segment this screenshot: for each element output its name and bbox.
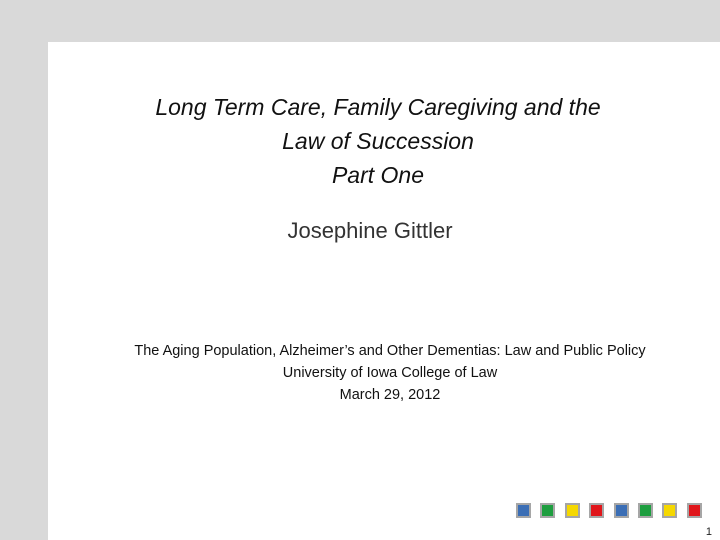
decorative-square bbox=[662, 503, 677, 518]
decorative-square bbox=[565, 503, 580, 518]
event-line-2: University of Iowa College of Law bbox=[282, 365, 498, 381]
event-info bbox=[48, 340, 720, 406]
decorative-square bbox=[540, 503, 555, 518]
slide bbox=[48, 42, 720, 540]
title-line-2: Law of Succession bbox=[282, 128, 474, 154]
event-line-1: The Aging Population, Alzheimer’s and Other Dementias: Law and Public Policy bbox=[134, 343, 646, 359]
title-line-1: Long Term Care, Family Caregiving and the bbox=[155, 94, 601, 120]
author-name: Josephine Gittler bbox=[287, 218, 453, 243]
slide-title bbox=[48, 90, 708, 192]
title-line-3: Part One bbox=[331, 162, 425, 188]
decorative-square bbox=[638, 503, 653, 518]
decorative-square bbox=[614, 503, 629, 518]
page-number: 1 bbox=[705, 526, 712, 538]
decorative-square bbox=[687, 503, 702, 518]
event-line-3: March 29, 2012 bbox=[339, 387, 441, 403]
decorative-square bbox=[516, 503, 531, 518]
decorative-square bbox=[589, 503, 604, 518]
